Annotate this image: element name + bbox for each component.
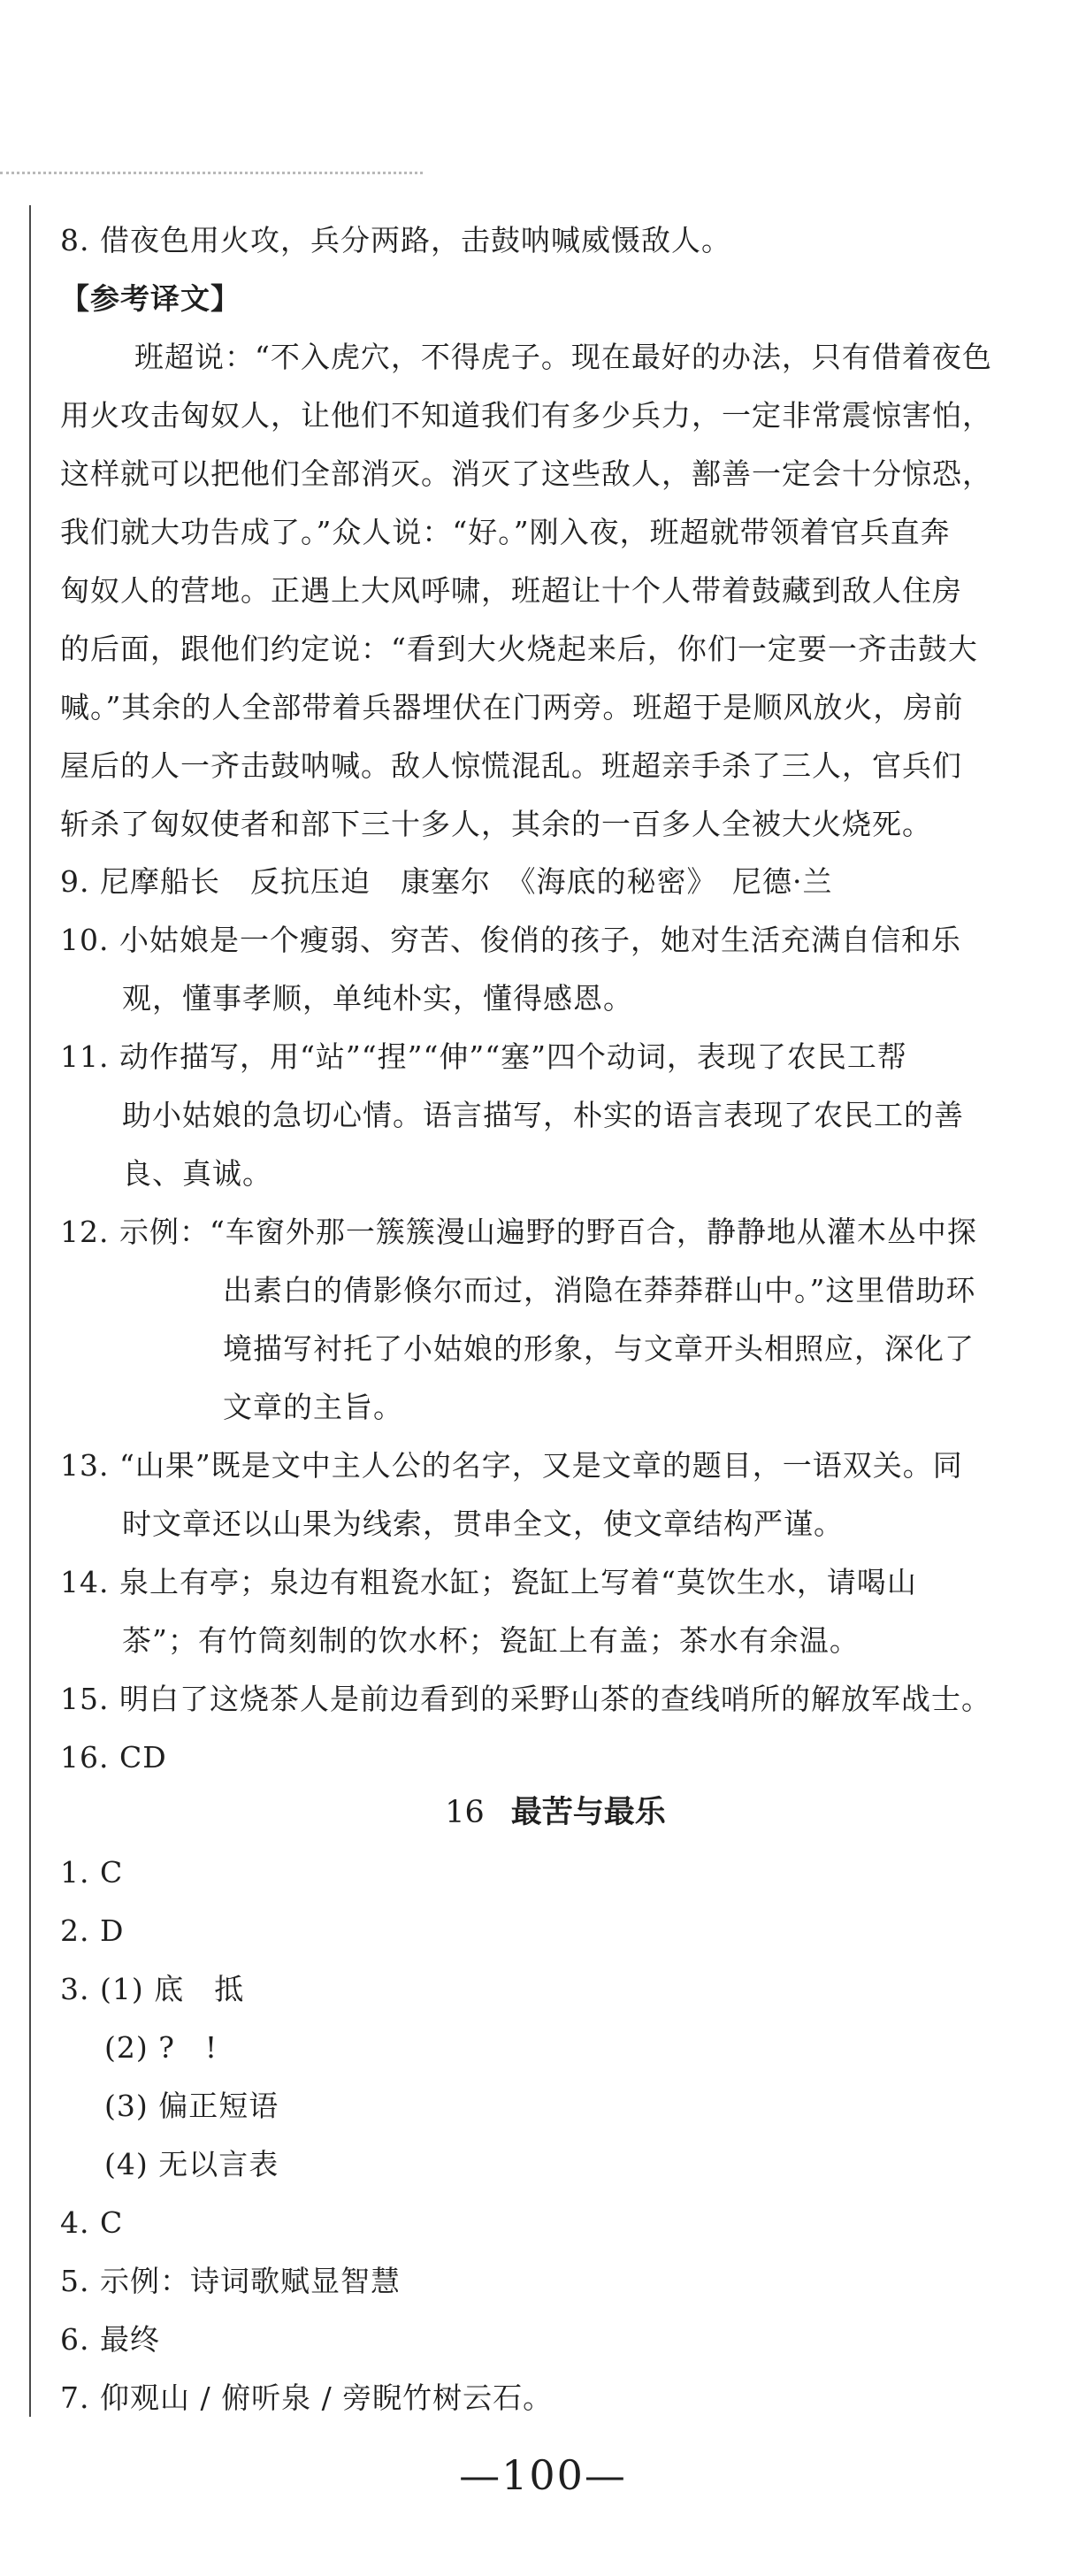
translation-line: 喊。”其余的人全部带着兵器埋伏在门两旁。班超于是顺风放火，房前: [60, 690, 964, 724]
section-answer-1: 1. C: [60, 1855, 124, 1890]
section-answer-2: 2. D: [60, 1913, 125, 1948]
section-answer-3: 3. (1) 底 抵: [60, 1972, 245, 2006]
section-answer-3-3: (3) 偏正短语: [104, 2089, 279, 2123]
section-answer-3-2: (2) ? !: [104, 2030, 218, 2065]
section-number: 16: [445, 1795, 485, 1830]
translation-line: 这样就可以把他们全部消灭。消灭了这些敌人，鄯善一定会十分惊恐，: [60, 456, 992, 491]
section-answer-4: 4. C: [60, 2205, 124, 2240]
translation-line: 匈奴人的营地。正遇上大风呼啸，班超让十个人带着鼓藏到敌人住房: [60, 573, 962, 608]
translation-line: 我们就大功告成了。”众人说：“好。”刚入夜，班超就带领着官兵直奔: [60, 515, 951, 549]
answer-12-cont: 境描写衬托了小姑娘的形象，与文章开头相照应，深化了: [223, 1331, 975, 1366]
answer-15: 15. 明白了这烧茶人是前边看到的采野山茶的查线哨所的解放军战士。: [60, 1682, 991, 1716]
answer-8: 8. 借夜色用火攻，兵分两路，击鼓呐喊威慑敌人。: [60, 223, 731, 257]
answer-11-cont: 良、真诚。: [122, 1156, 272, 1191]
section-answer-5: 5. 示例：诗词歌赋显智慧: [60, 2264, 401, 2298]
section-answer-7: 7. 仰观山 / 俯听泉 / 旁睨竹树云石。: [60, 2380, 554, 2415]
translation-line: 用火攻击匈奴人，让他们不知道我们有多少兵力，一定非常震惊害怕，: [60, 398, 992, 433]
translation-line: 斩杀了匈奴使者和部下三十多人，其余的一百多人全被大火烧死。: [60, 807, 932, 841]
answer-16: 16. CD: [60, 1740, 167, 1775]
answer-11: 11. 动作描写，用“站”“捏”“伸”“塞”四个动词，表现了农民工帮: [60, 1039, 907, 1074]
answer-11-cont: 助小姑娘的急切心情。语言描写，朴实的语言表现了农民工的善: [122, 1098, 964, 1132]
left-margin-line: [29, 205, 31, 2417]
section-answer-3-4: (4) 无以言表: [104, 2147, 279, 2181]
answer-14: 14. 泉上有亭；泉边有粗瓷水缸；瓷缸上写着“莫饮生水，请喝山: [60, 1565, 917, 1599]
section-heading: [60, 1793, 1051, 1832]
page-number: —100—: [459, 2451, 627, 2499]
reference-translation-heading: 【参考译文】: [60, 281, 241, 316]
translation-line: 的后面，跟他们约定说：“看到大火烧起来后，你们一定要一齐击鼓大: [60, 632, 978, 666]
section-answer-6: 6. 最终: [60, 2322, 160, 2357]
answer-10-cont: 观，懂事孝顺，单纯朴实，懂得感恩。: [122, 981, 633, 1016]
answer-9: 9. 尼摩船长 反抗压迫 康塞尔 《海底的秘密》 尼德·兰: [60, 864, 833, 899]
answer-13-cont: 时文章还以山果为线索，贯串全文，使文章结构严谨。: [122, 1506, 844, 1541]
answer-13: 13. “山果”既是文中主人公的名字，又是文章的题目，一语双关。同: [60, 1448, 963, 1483]
translation-line: 屋后的人一齐击鼓呐喊。敌人惊慌混乱。班超亲手杀了三人，官兵们: [60, 748, 962, 783]
translation-line: 班超说：“不入虎穴，不得虎子。现在最好的办法，只有借着夜色: [134, 340, 992, 374]
top-dotted-rule: [0, 172, 423, 174]
answer-14-cont: 茶”；有竹筒刻制的饮水杯；瓷缸上有盖；茶水有余温。: [122, 1623, 860, 1658]
answer-12-cont: 文章的主旨。: [223, 1390, 403, 1424]
answer-12: 12. 示例：“车窗外那一簇簇漫山遍野的野百合，静静地从灌木丛中探: [60, 1215, 977, 1249]
answer-12-cont: 出素白的倩影倏尔而过，消隐在莽莽群山中。”这里借助环: [223, 1273, 976, 1307]
section-title: 最苦与最乐: [510, 1795, 666, 1830]
answer-10: 10. 小姑娘是一个瘦弱、穷苦、俊俏的孩子，她对生活充满自信和乐: [60, 923, 961, 957]
